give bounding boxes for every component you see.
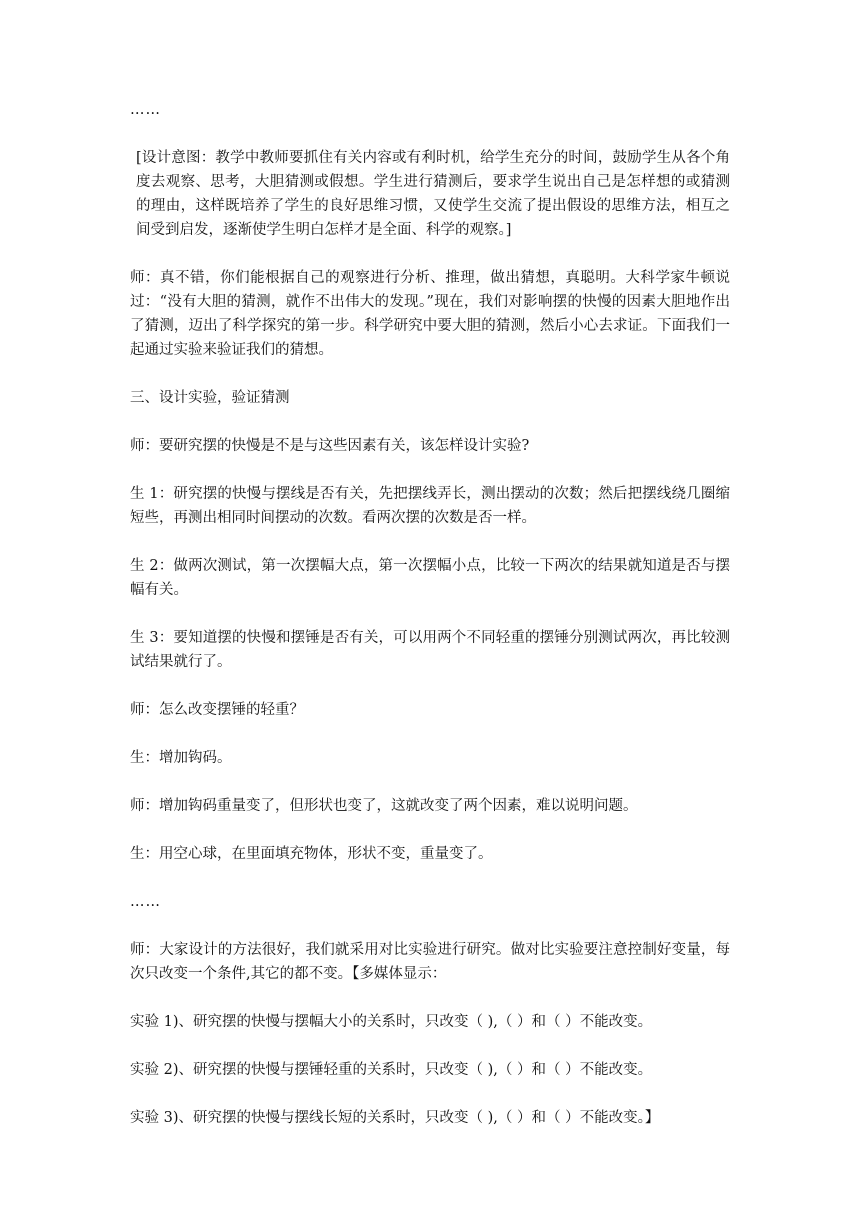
- experiment-item: 实验 2)、研究摆的快慢与摆锤轻重的关系时，只改变（ ),（ ）和（ ）不能改变。: [130, 1062, 653, 1078]
- design-intent-paragraph: [设计意图：教学中教师要抓住有关内容或有利时机，给学生充分的时间，鼓励学生从各个角度去观察、思考，大胆猜测或假想。学生进行猜测后，要求学生说出自己是怎样想的或猜测的理由，这样既培养了学生的良好思维习惯，又使学生交流了提出假设的思维方法，相互之间受到启发，逐渐使学生明白怎样才是全面、科学的观察。]: [136, 150, 730, 238]
- ellipsis: ……: [130, 894, 161, 910]
- student-paragraph: 生：增加钩码。: [130, 750, 232, 766]
- section-heading: 三、设计实验，验证猜测: [130, 390, 290, 406]
- teacher-paragraph: 师：要研究摆的快慢是不是与这些因素有关，该怎样设计实验?: [130, 438, 530, 454]
- teacher-paragraph: 师：增加钩码重量变了，但形状也变了，这就改变了两个因素，难以说明问题。: [130, 798, 638, 814]
- experiment-item: 实验 3)、研究摆的快慢与摆线长短的关系时，只改变（ ),（ ）和（ ）不能改变。】: [130, 1110, 660, 1126]
- student-paragraph: 生 3：要知道摆的快慢和摆锤是否有关，可以用两个不同轻重的摆锤分别测试两次，再比较测试结果就行了。: [130, 630, 730, 670]
- student-paragraph: 生 1：研究摆的快慢与摆线是否有关，先把摆线弄长，测出摆动的次数；然后把摆线绕几圈缩短些，再测出相同时间摆动的次数。看两次摆的次数是否一样。: [130, 486, 730, 526]
- student-paragraph: 生 2：做两次测试，第一次摆幅大点，第一次摆幅小点，比较一下两次的结果就知道是否与摆幅有关。: [130, 558, 730, 598]
- teacher-paragraph: 师：大家设计的方法很好，我们就采用对比实验进行研究。做对比实验要注意控制好变量，每次只改变一个条件,其它的都不变。【多媒体显示：: [130, 942, 730, 982]
- teacher-paragraph: 师：真不错，你们能根据自己的观察进行分析、推理，做出猜想，真聪明。大科学家牛顿说过：“没有大胆的猜测，就作不出伟大的发现。”现在，我们对影响摆的快慢的因素大胆地作出了猜测，迈出了科学探究的第一步。科学研究中要大胆的猜测，然后小心去求证。下面我们一起通过实验来验证我们的猜想。: [130, 270, 730, 358]
- experiment-item: 实验 1)、研究摆的快慢与摆幅大小的关系时，只改变（ ),（ ）和（ ）不能改变。: [130, 1014, 653, 1030]
- teacher-paragraph: 师：怎么改变摆锤的轻重？: [130, 702, 304, 718]
- ellipsis: ……: [130, 102, 161, 118]
- document-body: [130, 98, 730, 1154]
- student-paragraph: 生：用空心球，在里面填充物体，形状不变，重量变了。: [130, 846, 493, 862]
